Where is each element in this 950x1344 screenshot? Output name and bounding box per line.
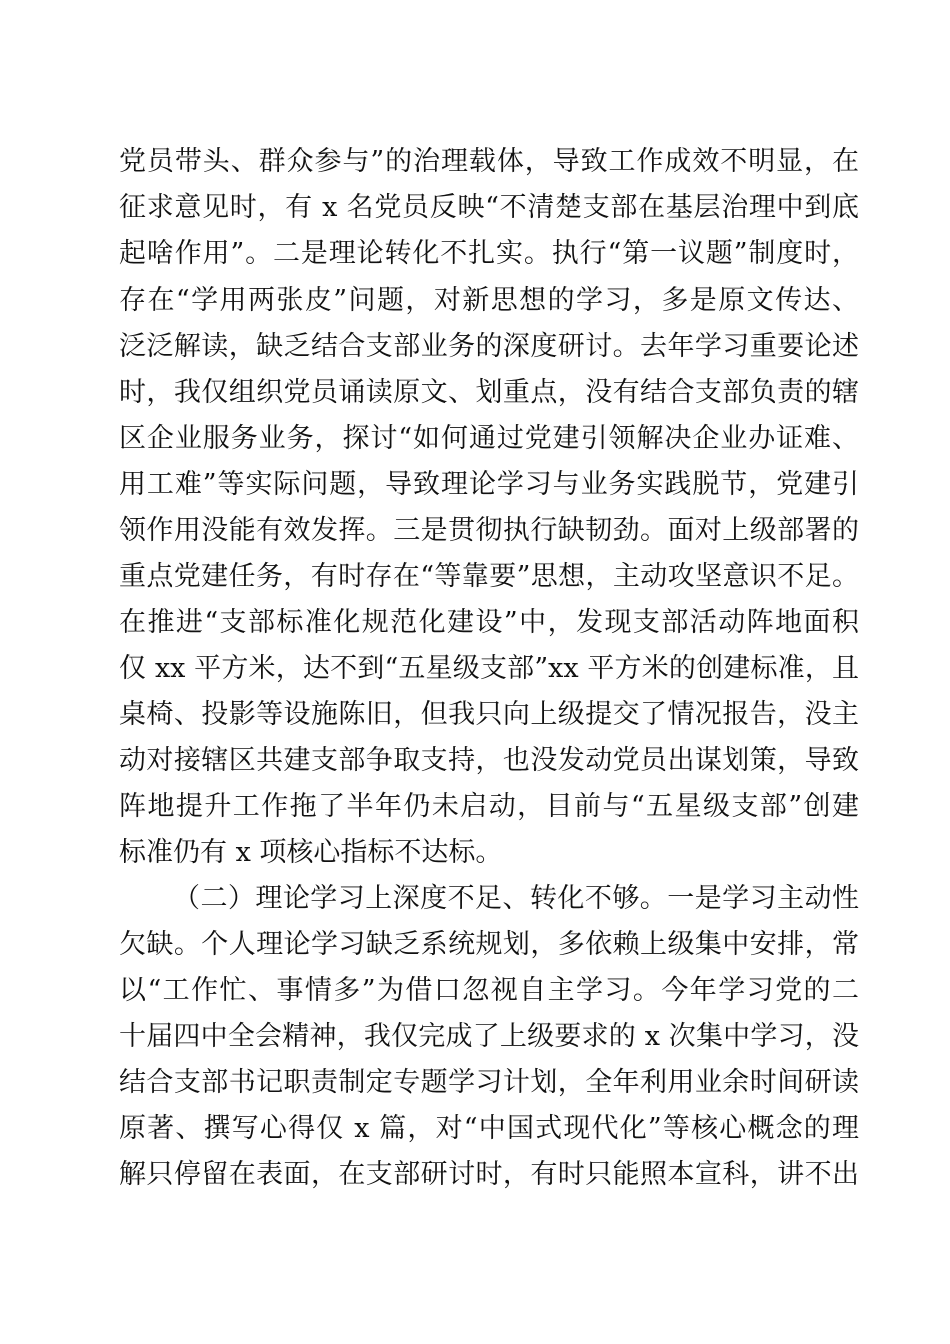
paragraph-line: 时，我仅组织党员诵读原文、划重点，没有结合支部负责的辖 (119, 377, 859, 408)
paragraph-line: 重点党建任务，有时存在“等靠要”思想，主动攻坚意识不足。 (119, 561, 859, 592)
paragraph-line: 区企业服务业务，探讨“如何通过党建引领解决企业办证难、 (119, 423, 859, 454)
paragraph-line: 标准仍有 x 项核心指标不达标。 (119, 837, 503, 868)
paragraph-line: 党员带头、群众参与”的治理载体，导致工作成效不明显，在 (119, 146, 859, 177)
paragraph-line: 征求意见时，有 x 名党员反映“不清楚支部在基层治理中到底 (119, 192, 859, 223)
paragraph-line: 解只停留在表面，在支部研讨时，有时只能照本宣科，讲不出 (119, 1159, 859, 1190)
paragraph-line: 阵地提升工作拖了半年仍未启动，目前与“五星级支部”创建 (119, 791, 859, 822)
paragraph-line: 十届四中全会精神，我仅完成了上级要求的 x 次集中学习，没 (119, 1021, 859, 1052)
paragraph-line: 原著、撰写心得仅 x 篇，对“中国式现代化”等核心概念的理 (119, 1113, 859, 1144)
paragraph-line: 存在“学用两张皮”问题，对新思想的学习，多是原文传达、 (119, 285, 859, 316)
paragraph-line: 泛泛解读，缺乏结合支部业务的深度研讨。去年学习重要论述 (119, 331, 859, 362)
paragraph-line: 领作用没能有效发挥。三是贯彻执行缺韧劲。面对上级部署的 (119, 515, 859, 546)
paragraph-line: 在推进“支部标准化规范化建设”中，发现支部活动阵地面积 (119, 607, 859, 638)
paragraph-line: 动对接辖区共建支部争取支持，也没发动党员出谋划策，导致 (119, 745, 859, 776)
paragraph-line: 仅 xx 平方米，达不到“五星级支部”xx 平方米的创建标准，且 (119, 653, 859, 684)
paragraph-line: 用工难”等实际问题，导致理论学习与业务实践脱节，党建引 (119, 469, 859, 500)
paragraph-line: 桌椅、投影等设施陈旧，但我只向上级提交了情况报告，没主 (119, 699, 859, 730)
section-heading-line: （二）理论学习上深度不足、转化不够。一是学习主动性 (173, 883, 859, 914)
paragraph-line: 起啥作用”。二是理论转化不扎实。执行“第一议题”制度时， (119, 238, 859, 269)
paragraph-line: 欠缺。个人理论学习缺乏系统规划，多依赖上级集中安排，常 (119, 929, 859, 960)
paragraph-line: 结合支部书记职责制定专题学习计划，全年利用业余时间研读 (119, 1067, 859, 1098)
paragraph-line: 以“工作忙、事情多”为借口忽视自主学习。今年学习党的二 (119, 975, 859, 1006)
